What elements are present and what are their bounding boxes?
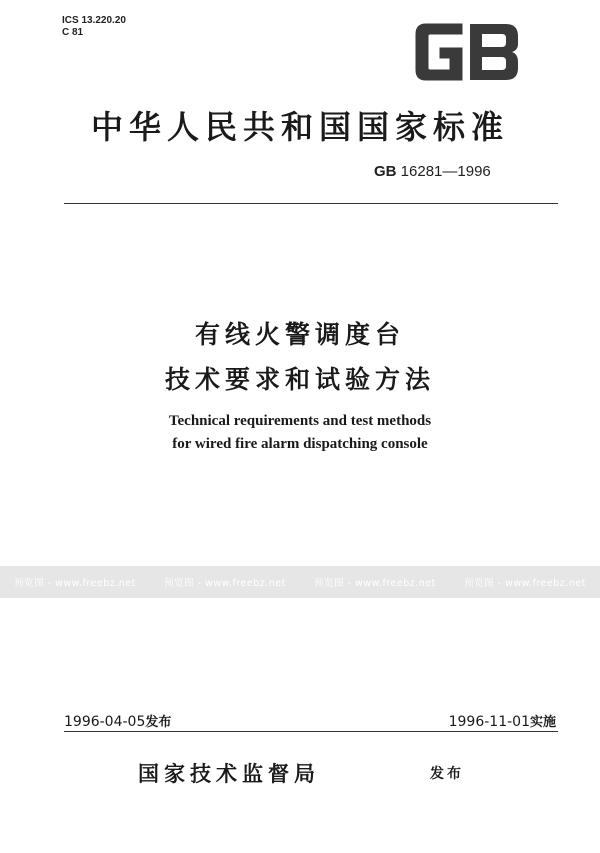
- chinese-title-line1: 有线火警调度台: [194, 320, 405, 349]
- standard-prefix: GB: [374, 163, 397, 180]
- watermark-text: 预览图 - www.freebz.net: [464, 578, 586, 589]
- issue-date: [64, 711, 171, 730]
- watermark-text: 预览图 - www.freebz.net: [164, 578, 286, 589]
- watermark-band: [0, 566, 600, 598]
- gb-logo: [412, 18, 524, 86]
- english-title-line2: for wired fire alarm dispatching console: [172, 436, 428, 452]
- classification-codes: [62, 15, 126, 39]
- bottom-divider: [64, 731, 558, 732]
- top-divider: [64, 203, 558, 204]
- watermark-text: 预览图 - www.freebz.net: [14, 578, 136, 589]
- ccs-code: C 81: [62, 27, 84, 38]
- issue-date-value: 1996-04-05: [64, 714, 146, 730]
- publish-label: 发布: [430, 766, 464, 782]
- standard-number: [374, 163, 491, 180]
- chinese-title-line2: 技术要求和试验方法: [164, 365, 435, 394]
- standard-code: 16281—1996: [400, 163, 491, 180]
- implementation-date-value: 1996-11-01: [448, 714, 530, 730]
- issue-date-suffix: 发布: [145, 715, 172, 730]
- national-standard-title: 中华人民共和国国家标准: [90, 108, 509, 146]
- publisher-name: 国家技术监督局: [138, 762, 320, 786]
- english-title-line1: Technical requirements and test methods: [168, 413, 432, 429]
- watermark-text: 预览图 - www.freebz.net: [314, 578, 436, 589]
- implementation-date-suffix: 实施: [529, 715, 556, 730]
- ics-code: ICS 13.220.20: [62, 15, 126, 26]
- implementation-date: [449, 711, 556, 730]
